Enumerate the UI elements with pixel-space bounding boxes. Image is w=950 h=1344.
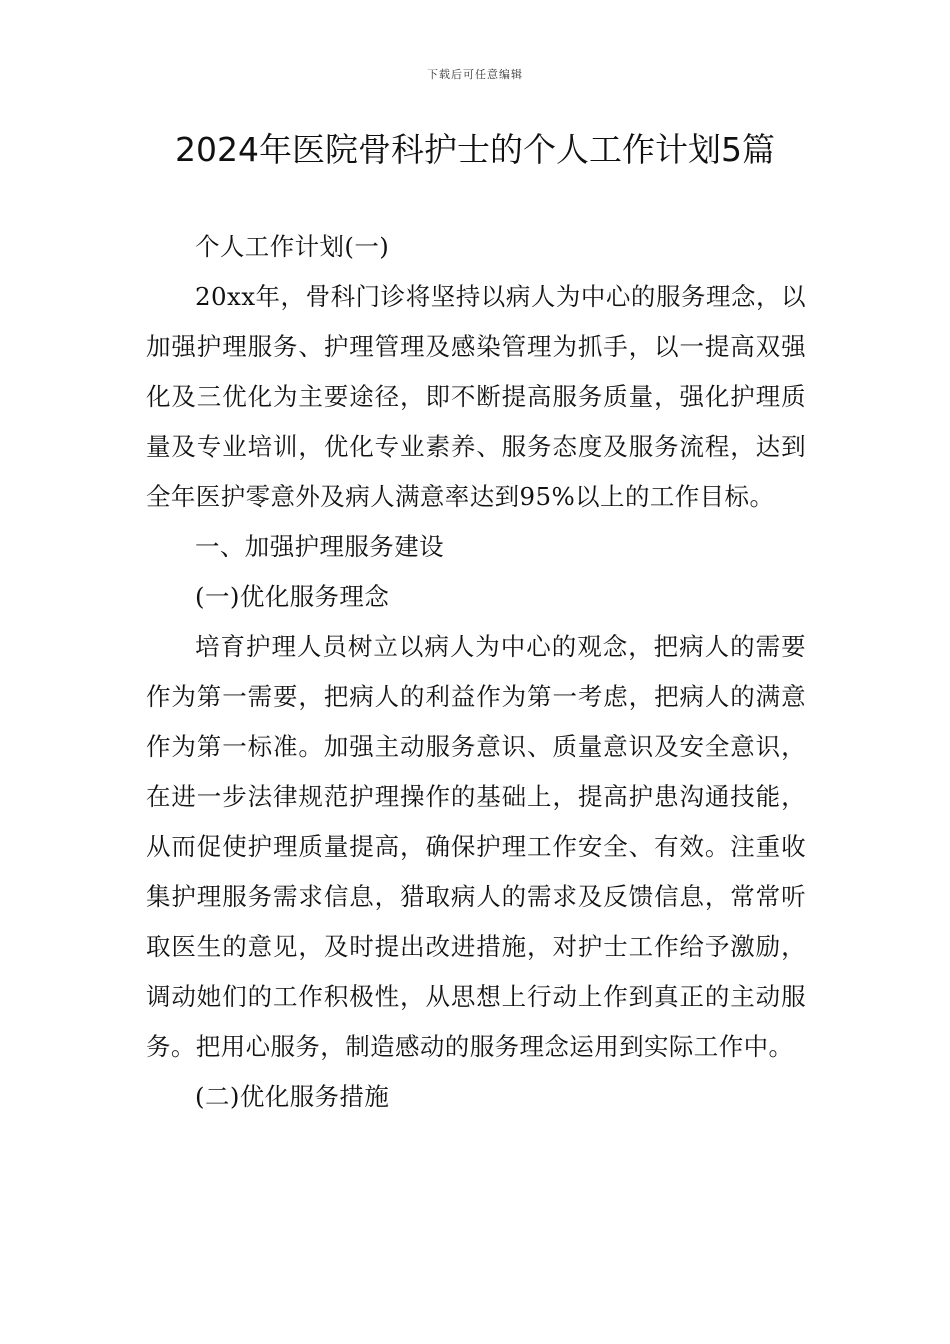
document-title: 2024年医院骨科护士的个人工作计划5篇: [175, 130, 775, 169]
header-note: 下载后可任意编辑: [427, 68, 523, 81]
service-concept-paragraph: 培育护理人员树立以病人为中心的观念，把病人的需要作为第一需要，把病人的利益作为第一考虑，把病人的满意作为第一标准。加强主动服务意识、质量意识及安全意识，在进一步法律规范护理操作的基础上，提高护患沟通技能，从而促使护理质量提高，确保护理工作安全、有效。注重收集护理服务需求信息，猎取病人的需求及反馈信息，常常听取医生的意见，及时提出改进措施，对护士工作给予激励，调动她们的工作积极性，从思想上行动上作到真正的主动服务。把用心服务，制造感动的服务理念运用到实际工作中。: [146, 632, 806, 1061]
section-heading-service-building: 一、加强护理服务建设: [195, 532, 444, 561]
document-body: [146, 222, 806, 1122]
subsection-heading-service-measures: (二)优化服务措施: [195, 1082, 390, 1111]
subsection-heading-service-concept: (一)优化服务理念: [195, 582, 390, 611]
intro-paragraph: 20xx年，骨科门诊将坚持以病人为中心的服务理念，以加强护理服务、护理管理及感染管理为抓手，以一提高双强化及三优化为主要途径，即不断提高服务质量，强化护理质量及专业培训，优化专业素养、服务态度及服务流程，达到全年医护零意外及病人满意率达到95%以上的工作目标。: [146, 282, 806, 511]
section-heading-plan-one: 个人工作计划(一): [195, 232, 390, 261]
